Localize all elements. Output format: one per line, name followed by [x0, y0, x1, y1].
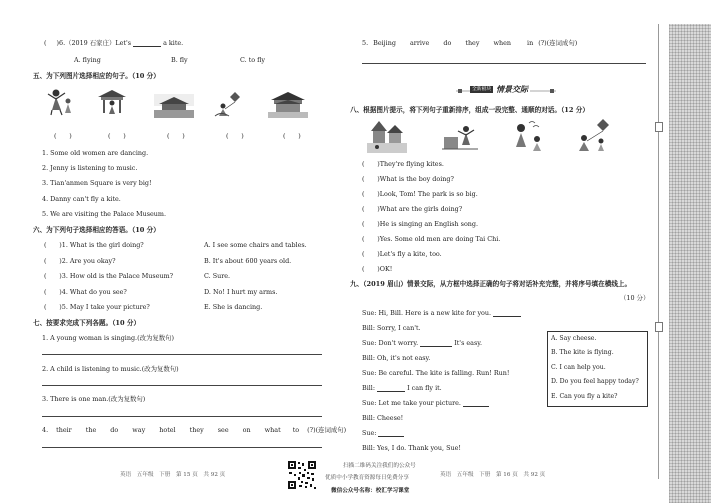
- sec8-title: 八、根据图片提示，将下列句子重新排序，组成一段完整、通顺的对话。（12 分）: [350, 106, 589, 114]
- dialog-line-6: Bill: I can fly it.: [362, 384, 442, 392]
- sentence-4: 4. Danny can't fly a kite.: [42, 195, 121, 203]
- sec6-question-3[interactable]: ( )3. How old is the Palace Museum?: [44, 272, 174, 280]
- dialog-line-4: Bill: Oh, it's not easy.: [362, 354, 431, 362]
- palace-museum-picture: [268, 90, 308, 118]
- r-q5-answer-line[interactable]: [362, 63, 646, 64]
- sec6-title: 六、为下列句子选择相应的答语。（10 分）: [33, 226, 160, 234]
- option-d: D. Do you feel happy today?: [551, 378, 639, 385]
- picture-answer-2[interactable]: ( ): [108, 132, 126, 140]
- dialog-line-1: Sue: Hi, Bill. Here is a new kite for you.: [362, 309, 521, 317]
- sec7-item-2: 2. A child is listening to music.(改为复数句): [42, 365, 179, 373]
- picture-answer-4[interactable]: ( ): [226, 132, 244, 140]
- sec7-answer-line-2[interactable]: [42, 385, 322, 386]
- sec6-answer-b: B. It's about 600 years old.: [204, 257, 292, 265]
- dialog-blank-1[interactable]: [493, 316, 521, 317]
- sec8-sentence-6[interactable]: ( )Yes. Some old men are doing Tai Chi.: [362, 235, 501, 243]
- sentence-1: 1. Some old women are dancing.: [42, 149, 149, 157]
- perforated-edge: [669, 24, 711, 503]
- listening-music-picture: [96, 88, 128, 116]
- sec8-sentence-7[interactable]: ( )Let's fly a kite, too.: [362, 250, 442, 258]
- sec6-answer-c: C. Sure.: [204, 272, 231, 280]
- qr-caption-3: 微信公众号名称：校汇学习课堂: [331, 488, 410, 494]
- sentence-3: 3. Tian'anmen Square is very big!: [42, 179, 152, 187]
- sentence-5: 5. We are visiting the Palace Museum.: [42, 210, 166, 218]
- qr-caption-1: 扫描二维码关注我们的公众号: [343, 463, 416, 469]
- sec9-title: 九、（2019 眉山）情景交际，从方框中选择正确的句子将对话补充完整，并将序号填在横线上。: [350, 280, 632, 288]
- dialog-line-2: Bill: Sorry, I can't.: [362, 324, 421, 332]
- dialog-blank-3[interactable]: [377, 391, 405, 392]
- dialog-line-7: Sue: Let me take your picture.: [362, 399, 489, 407]
- sec7-answer-line-1[interactable]: [42, 354, 322, 355]
- left-page-footer: 英语 五年级 下册 第 15 页 共 92 页: [120, 472, 226, 478]
- dialog-blank-2[interactable]: [420, 346, 452, 347]
- picture-answer-3[interactable]: ( ): [167, 132, 185, 140]
- dialog-line-8: Bill: Cheese!: [362, 414, 404, 422]
- sec6-question-5[interactable]: ( )5. May I take your picture?: [44, 303, 150, 311]
- q6-option-b: B. fly: [171, 56, 188, 64]
- option-c: C. I can help you.: [551, 364, 606, 371]
- sec8-sentence-2[interactable]: ( )What is the boy doing?: [362, 175, 454, 183]
- dialog-line-3: Sue: Don't worry. It's easy.: [362, 339, 483, 347]
- right-page-footer: 英语 五年级 下册 第 16 页 共 92 页: [440, 472, 546, 478]
- dancing-women-picture: [44, 88, 76, 116]
- sec6-answer-a: A. I see some chairs and tables.: [204, 241, 307, 249]
- sec7-title: 七、按要求完成下列各题。（10 分）: [33, 319, 141, 327]
- dialog-blank-5[interactable]: [378, 436, 404, 437]
- sec8-sentence-5[interactable]: ( )He is singing an English song.: [362, 220, 479, 228]
- r-q5-words: 5. Beijing arrive do they when in (?)(连词成句): [362, 39, 578, 47]
- park-building-picture: [367, 117, 407, 153]
- option-b: B. The kite is flying.: [551, 349, 614, 356]
- dialog-line-9: Sue:: [362, 429, 404, 437]
- q6-blank[interactable]: [133, 46, 161, 47]
- sec8-sentence-1[interactable]: ( )They're flying kites.: [362, 160, 444, 168]
- qr-caption-2: 优质中小学教育资源每日免费分享: [325, 475, 409, 481]
- sec8-sentence-3[interactable]: ( )Look, Tom! The park is so big.: [362, 190, 478, 198]
- binding-margin-line: [658, 24, 659, 479]
- option-e: E. Can you fly a kite?: [551, 393, 618, 400]
- sec6-question-2[interactable]: ( )2. Are you okay?: [44, 257, 116, 265]
- singing-boy-picture: [507, 117, 547, 153]
- sentence-2: 2. Jenny is listening to music.: [42, 164, 138, 172]
- tiananmen-square-picture: [154, 92, 194, 120]
- options-box: [547, 331, 648, 407]
- sec8-sentence-4[interactable]: ( )What are the girls doing?: [362, 205, 463, 213]
- q6-text: ( )6.（2019 石家庄）Let's a kite.: [44, 39, 184, 47]
- tai-chi-picture: [440, 117, 480, 153]
- fly-kite-picture: [213, 90, 245, 118]
- sec6-answer-e: E. She is dancing.: [204, 303, 263, 311]
- dialog-line-5: Sue: Be careful. The kite is falling. Run! Run!: [362, 369, 510, 377]
- flying-kites-picture: [571, 117, 617, 153]
- sec9-score: （10 分）: [620, 294, 650, 302]
- q6-option-c: C. to fly: [240, 56, 266, 64]
- sec7-item-3: 3. There is one man.(改为复数句): [42, 395, 146, 403]
- sec7-item-1: 1. A young woman is singing.(改为复数句): [42, 334, 175, 342]
- sec7-answer-line-4[interactable]: [42, 447, 322, 448]
- qr-code-image: [287, 460, 317, 490]
- sec6-question-4[interactable]: ( )4. What do you see?: [44, 288, 127, 296]
- sec6-answer-d: D. No! I hurt my arms.: [204, 288, 278, 296]
- situational-badge: 全新板块 情景交际: [456, 84, 556, 96]
- sec6-question-1[interactable]: ( )1. What is the girl doing?: [44, 241, 144, 249]
- option-a: A. Say cheese.: [551, 335, 597, 342]
- q6-option-a: A. flying: [74, 56, 101, 64]
- picture-answer-1[interactable]: ( ): [54, 132, 72, 140]
- binding-hole-top: [655, 122, 663, 132]
- sec7-answer-line-3[interactable]: [42, 416, 322, 417]
- sec7-item-4: 4. their the do way hotel they see on what to (?)(连词成句): [42, 426, 347, 434]
- picture-answer-5[interactable]: ( ): [283, 132, 301, 140]
- binding-hole-bottom: [655, 322, 663, 332]
- dialog-line-10: Bill: Yes, I do. Thank you, Sue!: [362, 444, 461, 452]
- sec8-sentence-8[interactable]: ( )OK!: [362, 265, 393, 273]
- dialog-blank-4[interactable]: [463, 406, 489, 407]
- sec5-title: 五、为下列图片选择相应的句子。（10 分）: [33, 72, 160, 80]
